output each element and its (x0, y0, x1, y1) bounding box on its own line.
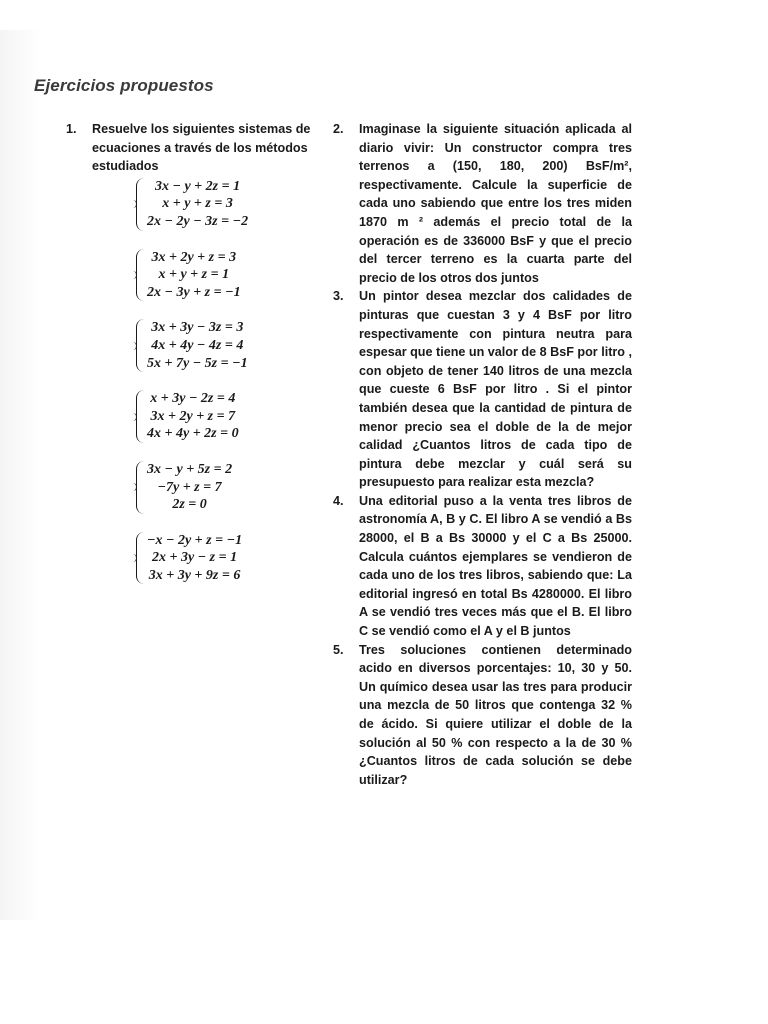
exercise-number: 1. (66, 122, 77, 136)
equation: 2x − 3y + z = −1 (147, 284, 241, 300)
equation: −x − 2y + z = −1 (147, 532, 243, 548)
equation: 4x + 4y − 4z = 4 (151, 337, 244, 353)
equation: 3x + 3y − 3z = 3 (151, 320, 244, 336)
exercise-text: Resuelve los siguientes sistemas de ecuaciones a través de los métodos estudiados (92, 122, 311, 174)
equation-system (136, 532, 328, 585)
left-brace (136, 178, 144, 231)
equation-systems (136, 178, 328, 585)
left-brace (136, 249, 144, 302)
equation-system (136, 461, 328, 514)
exercise-5 (333, 641, 632, 790)
exercise-4 (333, 492, 632, 641)
left-column (66, 120, 328, 598)
left-brace (136, 390, 144, 443)
equation-system (136, 178, 328, 231)
left-brace (136, 319, 144, 372)
exercise-number: 3. (333, 289, 344, 304)
equation: 4x + 4y + 2z = 0 (147, 426, 239, 442)
equation-system (136, 319, 328, 372)
equation: x + 3y − 2z = 4 (150, 391, 236, 407)
equation: 2z = 0 (172, 497, 207, 513)
left-brace (136, 461, 144, 514)
equation: 2x + 3y − z = 1 (151, 550, 238, 566)
section-title: Ejercicios propuestos (34, 76, 214, 95)
equation: 3x + 2y + z = 3 (151, 249, 237, 265)
exercise-number: 4. (333, 493, 344, 508)
equation: 3x − y + 2z = 1 (154, 178, 241, 194)
equation: x + y + z = 1 (158, 267, 230, 283)
equation: 3x + 2y + z = 7 (150, 408, 236, 424)
equation: 3x − y + 5z = 2 (147, 461, 233, 477)
equation-system (136, 390, 328, 443)
left-brace (136, 532, 144, 585)
equation-system (136, 249, 328, 302)
exercise-1 (66, 120, 328, 176)
equation: −7y + z = 7 (157, 479, 222, 495)
equation: x + y + z = 3 (162, 196, 233, 212)
exercise-number: 2. (333, 122, 344, 136)
exercise-text: Un pintor desea mezclar dos calidades de pinturas que cuestan 3 y 4 BsF por litro respectivamente con pintura neutra para espesar que tiene un valor de 8 BsF por litro , con objeto de tener 140 litros de una mezcla que cueste 6 BsF por litro . Si el pintor también desea que la cantidad de pintura de menor precio sea el doble de la de mejor calidad ¿Cuantos litros de cada tipo de pintura debe mezclar y cuál será su presupuesto para realizar esta mezcla? (359, 289, 632, 490)
equation: 2x − 2y − 3z = −2 (147, 213, 249, 229)
exercise-text: Imaginase la siguiente situación aplicada al diario vivir: Un constructor compra tres terrenos a (150, 180, 200) BsF/m², respectivamente. Calcule la superficie de cada uno sabiendo que entre los tres miden 1870 m ² además el precio total de la operación es de 336000 BsF y que el precio del tercer terreno es la cuarta parte del precio de los otros dos juntos (359, 122, 632, 285)
equation: 5x + 7y − 5z = −1 (147, 355, 248, 371)
exercise-number: 5. (333, 642, 344, 657)
exercise-text: Tres soluciones contienen determinado acido en diversos porcentajes: 10, 30 y 50. Un químico desea usar las tres para producir una mezcla de 50 litros que contenga 32 % de ácido. Si quiere utilizar el doble de la solución al 50 % con respecto a la de 30 % ¿Cuantos litros de cada solución se debe utilizar? (359, 642, 632, 787)
exercise-3 (333, 287, 632, 492)
exercise-text: Una editorial puso a la venta tres libros de astronomía A, B y C. El libro A se vendió a Bs 28000, el B a Bs 30000 y el C a Bs 25000. Calcula cuántos ejemplares se vendieron de cada uno de los tres libros, sabiendo que: La editorial ingresó en total Bs 4280000. El libro A se vendió tres veces más que el B. El libro C se vendió como el A y el B juntos (359, 493, 632, 639)
exercise-2 (333, 120, 632, 287)
equation: 3x + 3y + 9z = 6 (148, 567, 241, 583)
page-edge-shadow (0, 30, 40, 920)
right-column (333, 120, 632, 789)
